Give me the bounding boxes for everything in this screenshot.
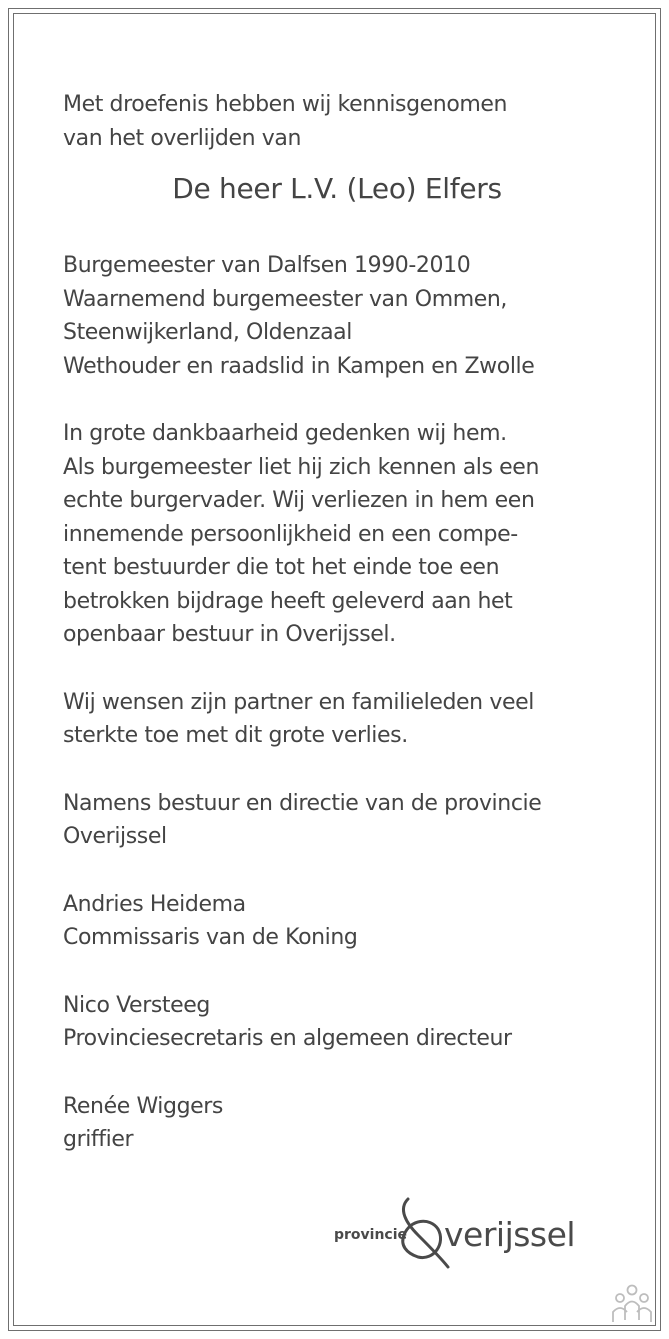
tribute-line: In grote dankbaarheid gedenken wij hem. <box>63 421 507 446</box>
logo-prefix: provincie <box>334 1227 408 1243</box>
tribute-line: Als burgemeester liet hij zich kennen als een <box>63 454 539 480</box>
signatory-name: Renée Wiggers <box>63 1093 223 1119</box>
people-group-icon <box>610 1284 654 1324</box>
signatory-title: Commissaris van de Koning <box>63 925 358 950</box>
signatory <box>63 989 623 1056</box>
signatory-name: Nico Versteeg <box>63 992 210 1018</box>
intro-text <box>63 88 623 155</box>
condolence-line: sterkte toe met dit grote verlies. <box>63 723 408 748</box>
signatory <box>63 888 623 955</box>
role-line: Waarnemend burgemeester van Ommen, <box>63 286 508 312</box>
intro-line: Met droefenis hebben wij kennisgenomen <box>63 92 508 117</box>
role-line: Steenwijkerland, Oldenzaal <box>63 320 352 345</box>
on-behalf-line: Overijssel <box>63 824 167 849</box>
signatory <box>63 1090 623 1157</box>
intro-line: van het overlijden van <box>63 125 302 151</box>
roles-text <box>63 249 623 383</box>
logo-wordmark: verijssel <box>444 1215 576 1254</box>
on-behalf-text <box>63 787 623 854</box>
condolence-text <box>63 686 623 753</box>
condolence-line: Wij wensen zijn partner en familieleden veel <box>63 689 534 715</box>
signatory-title: griffier <box>63 1127 134 1152</box>
tribute-line: echte burgervader. Wij verliezen in hem een <box>63 488 535 513</box>
signatory-name: Andries Heidema <box>63 891 246 917</box>
tribute-line: tent bestuurder die tot het einde toe een <box>63 555 500 580</box>
tribute-text <box>63 417 623 652</box>
tribute-line: openbaar bestuur in Overijssel. <box>63 622 396 647</box>
signatory-title: Provinciesecretaris en algemeen directeur <box>63 1026 512 1051</box>
tribute-line: innemende persoonlijkheid en een compe- <box>63 521 518 547</box>
tribute-line: betrokken bijdrage heeft geleverd aan het <box>63 588 513 614</box>
role-line: Burgemeester van Dalfsen 1990-2010 <box>63 253 471 278</box>
deceased-name: De heer L.V. (Leo) Elfers <box>172 172 502 205</box>
on-behalf-line: Namens bestuur en directie van de provincie <box>63 790 542 816</box>
role-line: Wethouder en raadslid in Kampen en Zwolle <box>63 353 535 379</box>
provincie-overijssel-logo <box>330 1195 620 1275</box>
notice-body <box>63 88 623 1157</box>
